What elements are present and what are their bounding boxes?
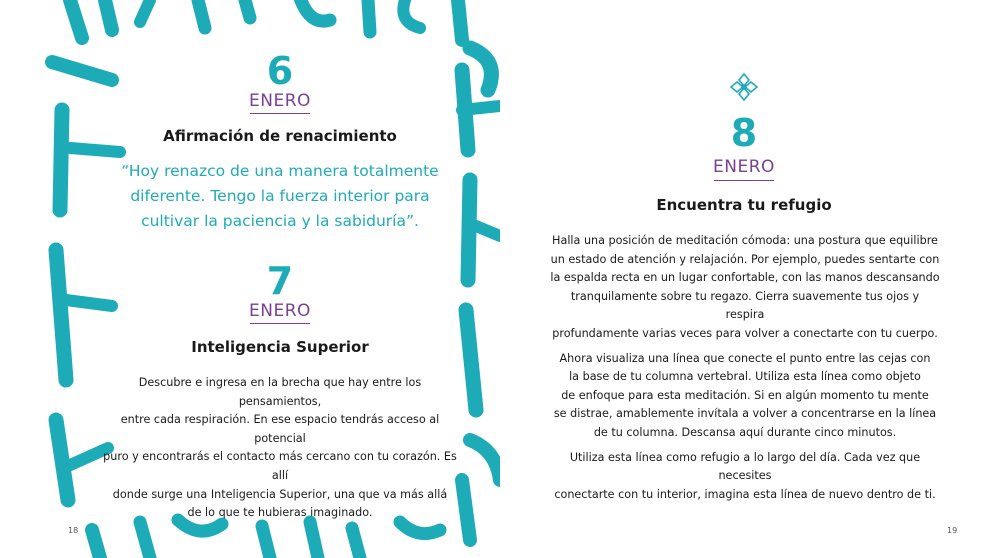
paragraph-2 xyxy=(550,350,940,443)
paragraph-1 xyxy=(550,232,940,344)
quote-line: “Hoy renazco de una manera totalmente xyxy=(121,162,439,180)
lotus-ornament-icon xyxy=(729,72,759,102)
body-line: puro y encontrarás el contacto más cercano con tu corazón. Es allí xyxy=(103,450,457,482)
day-number-8: 8 xyxy=(730,111,758,155)
body-line: de tu columna. Descansa aquí durante cinco minutos. xyxy=(593,425,897,439)
body-line: entre cada respiración. En ese espacio tendrás acceso al potencial xyxy=(120,413,440,445)
body-line: un estado de atención y relajación. Por ejemplo, puedes sentarte con xyxy=(550,252,940,266)
body-line: profundamente varias veces para volver a conectarte con tu cuerpo. xyxy=(552,326,938,340)
entry-title-6: Afirmación de renacimiento xyxy=(163,127,397,145)
page-number-left: 18 xyxy=(68,526,79,535)
paragraph-3 xyxy=(550,449,940,505)
day-number-6: 6 xyxy=(266,49,294,93)
entry-body-7 xyxy=(100,374,460,523)
month-label-8: ENERO xyxy=(713,157,775,177)
body-line: Descubre e ingresa en la brecha que hay entre los pensamientos, xyxy=(138,376,422,408)
month-underline-7 xyxy=(250,323,310,324)
quote-line: diferente. Tengo la fuerza interior para xyxy=(130,187,430,205)
month-underline-6 xyxy=(250,113,310,114)
body-line: de enfoque para esta meditación. Si en algún momento tu mente xyxy=(561,388,929,402)
body-line: la espalda recta en un lugar confortable, con las manos descansando xyxy=(550,271,940,285)
right-page xyxy=(500,0,1000,558)
month-label-6: ENERO xyxy=(249,91,311,111)
affirmation-quote xyxy=(110,159,450,234)
body-line: Halla una posición de meditación cómoda: una postura que equilibre xyxy=(552,234,938,247)
month-underline-8 xyxy=(714,180,774,181)
body-line: la base de tu columna vertebral. Utiliza esta línea como objeto xyxy=(569,370,921,384)
body-line: donde surge una Inteligencia Superior, una que va más allá xyxy=(112,487,448,501)
body-line: tranquilamente sobre tu regazo. Cierra suavemente tus ojos y respira xyxy=(570,289,920,322)
entry-body-8 xyxy=(550,232,940,510)
body-line: de lo que te hubieras imaginado. xyxy=(187,506,373,520)
month-label-7: ENERO xyxy=(249,301,311,321)
entry-title-7: Inteligencia Superior xyxy=(191,338,369,356)
body-line: conectarte con tu interior, imagina esta línea de nuevo dentro de ti. xyxy=(554,487,936,501)
day-number-7: 7 xyxy=(266,259,294,303)
body-line: se distrae, amablemente invítala a volver a concentrarse en la línea xyxy=(553,407,937,421)
entry-title-8: Encuentra tu refugio xyxy=(656,196,832,214)
quote-line: cultivar la paciencia y la sabiduría”. xyxy=(141,212,419,230)
page-number-right: 19 xyxy=(947,526,958,535)
body-line: Ahora visualiza una línea que conecte el punto entre las cejas con xyxy=(559,351,931,365)
body-line: Utiliza esta línea como refugio a lo largo del día. Cada vez que necesites xyxy=(569,450,921,483)
